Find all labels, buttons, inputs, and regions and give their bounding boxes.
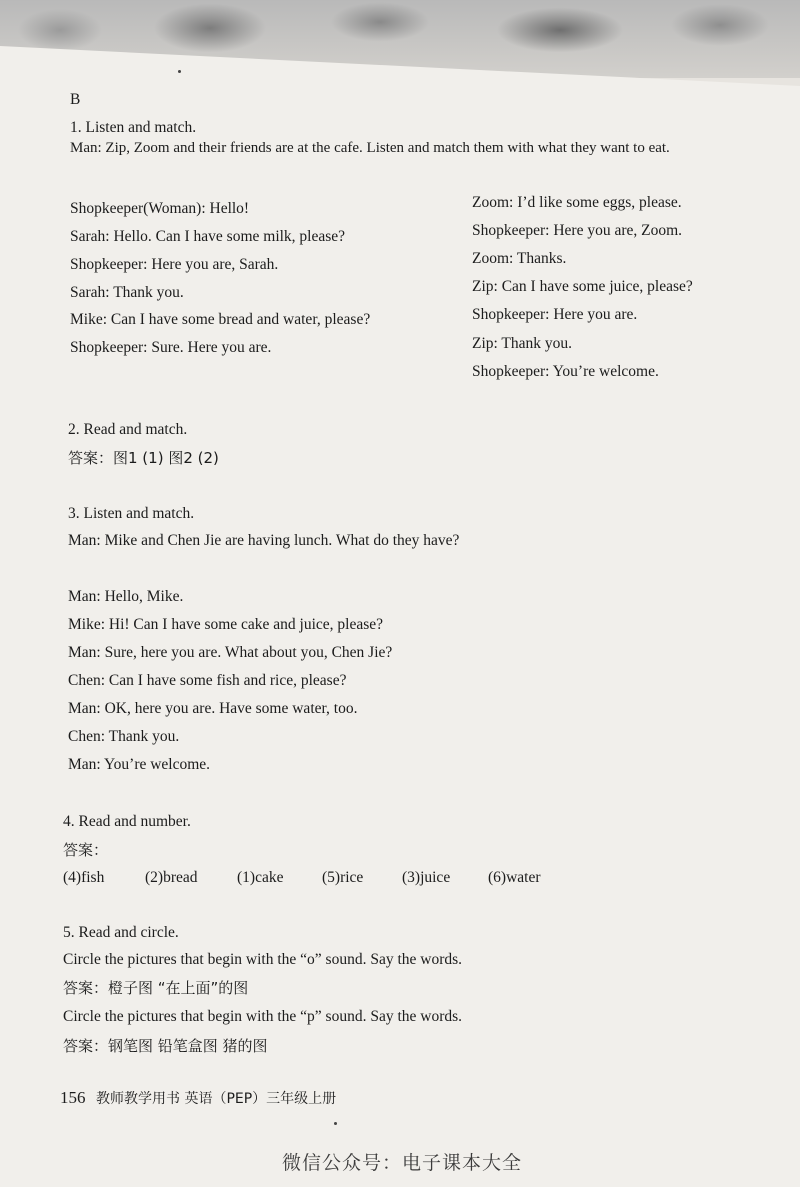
- speck: [334, 1122, 337, 1125]
- ex5-answer-1: 答案：橙子图 “在上面”的图: [63, 979, 249, 997]
- ex1-left-line: Sarah: Hello. Can I have some milk, please?: [70, 228, 346, 245]
- ex1-right-line: Shopkeeper: Here you are, Zoom.: [472, 222, 683, 239]
- ex4-heading: 4. Read and number.: [63, 813, 191, 830]
- ex4-answer-item: (4)fish: [63, 869, 105, 886]
- ex5-question-1: Circle the pictures that begin with the “o” sound. Say the words.: [63, 951, 463, 968]
- ex3-intro: Man: Mike and Chen Jie are having lunch. What do they have?: [68, 532, 460, 549]
- section-label: B: [70, 91, 81, 108]
- ex3-heading: 3. Listen and match.: [68, 505, 195, 522]
- book-title: 教师教学用书 英语（PEP）三年级上册: [96, 1091, 337, 1107]
- ex1-right-line: Shopkeeper: You’re welcome.: [472, 363, 659, 380]
- ex1-heading: 1. Listen and match.: [70, 119, 197, 136]
- ex1-left-line: Shopkeeper(Woman): Hello!: [70, 200, 250, 217]
- ex1-left-line: Shopkeeper: Here you are, Sarah.: [70, 256, 279, 273]
- ex1-left-line: Sarah: Thank you.: [70, 284, 184, 301]
- ex3-line: Man: You’re welcome.: [68, 756, 211, 773]
- ex3-line: Man: Hello, Mike.: [68, 588, 184, 605]
- ex3-line: Chen: Can I have some fish and rice, please?: [68, 672, 347, 689]
- ex1-intro: Man: Zip, Zoom and their friends are at the cafe. Listen and match them with what they want to eat.: [70, 140, 670, 156]
- ex3-line: Man: OK, here you are. Have some water, too.: [68, 700, 358, 717]
- ex5-heading: 5. Read and circle.: [63, 924, 179, 941]
- watermark-text: 微信公众号：电子课本大全: [282, 1152, 523, 1174]
- ex1-right-line: Zip: Thank you.: [472, 335, 573, 352]
- speck: [178, 70, 181, 73]
- ex2-answer: 答案：图1 (1) 图2 (2): [68, 449, 219, 467]
- ex4-answer-label: 答案：: [63, 841, 109, 859]
- ex4-answer-item: (3)juice: [402, 869, 451, 886]
- ex1-right-line: Shopkeeper: Here you are.: [472, 306, 638, 323]
- ex3-line: Mike: Hi! Can I have some cake and juice, please?: [68, 616, 384, 633]
- ex1-right-line: Zoom: I’d like some eggs, please.: [472, 194, 682, 211]
- ex5-answer-2: 答案：钢笔图 铅笔盒图 猪的图: [63, 1037, 268, 1055]
- ex4-answer-item: (5)rice: [322, 869, 364, 886]
- ex4-answer-item: (6)water: [488, 869, 541, 886]
- page-number: 156: [60, 1088, 86, 1107]
- ex3-line: Man: Sure, here you are. What about you, Chen Jie?: [68, 644, 393, 661]
- ex1-right-line: Zip: Can I have some juice, please?: [472, 278, 693, 295]
- ex4-answer-item: (2)bread: [145, 869, 198, 886]
- ex1-left-line: Shopkeeper: Sure. Here you are.: [70, 339, 272, 356]
- ex1-right-line: Zoom: Thanks.: [472, 250, 567, 267]
- ex4-answer-item: (1)cake: [237, 869, 284, 886]
- ex2-heading: 2. Read and match.: [68, 421, 188, 438]
- ex5-question-2: Circle the pictures that begin with the “p” sound. Say the words.: [63, 1008, 463, 1025]
- ex3-line: Chen: Thank you.: [68, 728, 180, 745]
- ex1-left-line: Mike: Can I have some bread and water, please?: [70, 311, 371, 328]
